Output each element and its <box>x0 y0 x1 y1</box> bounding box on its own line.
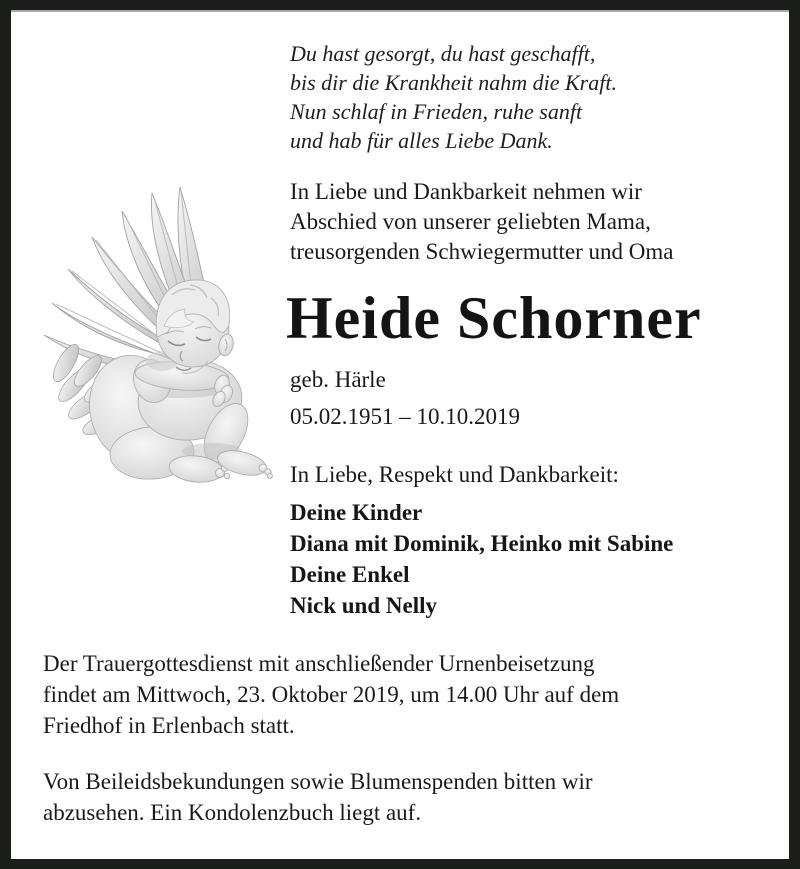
service-line: findet am Mittwoch, 23. Oktober 2019, um 14.00 Uhr auf dem <box>43 682 620 707</box>
condolence-line: abzusehen. Ein Kondolenzbuch liegt auf. <box>43 800 422 825</box>
maiden-name: geb. Härle <box>290 367 386 392</box>
service-line: Friedhof in Erlenbach statt. <box>43 713 295 738</box>
life-dates: 05.02.1951 – 10.10.2019 <box>290 404 520 429</box>
intro-line: In Liebe und Dankbarkeit nehmen wir <box>290 179 642 204</box>
poem-line: bis dir die Krankheit nahm die Kraft. <box>290 70 617 95</box>
memorial-poem <box>290 39 617 155</box>
mourner-line: Nick und Nelly <box>290 593 437 618</box>
service-info <box>43 648 619 741</box>
intro-line: treusorgenden Schwiegermutter und Oma <box>290 239 674 264</box>
mourner-line: Deine Kinder <box>290 500 423 525</box>
mourners-list <box>290 497 673 621</box>
condolence-line: Von Beileidsbekundungen sowie Blumenspenden bitten wir <box>43 769 593 794</box>
angel-statue-image <box>30 185 280 493</box>
mourner-line: Deine Enkel <box>290 562 410 587</box>
service-line: Der Trauergottesdienst mit anschließender Urnenbeisetzung <box>43 651 595 676</box>
poem-line: Nun schlaf in Frieden, ruhe sanft <box>290 99 583 124</box>
tribute-heading: In Liebe, Respekt und Dankbarkeit: <box>290 462 619 487</box>
intro-line: Abschied von unserer geliebten Mama, <box>290 209 651 234</box>
condolence-note <box>43 766 593 828</box>
deceased-name: Heide Schorner <box>286 285 702 351</box>
mourner-line: Diana mit Dominik, Heinko mit Sabine <box>290 531 674 556</box>
poem-line: Du hast gesorgt, du hast geschafft, <box>290 41 596 66</box>
intro-text <box>290 177 673 267</box>
poem-line: und hab für alles Liebe Dank. <box>290 128 553 153</box>
frame-inner-line <box>11 10 789 12</box>
